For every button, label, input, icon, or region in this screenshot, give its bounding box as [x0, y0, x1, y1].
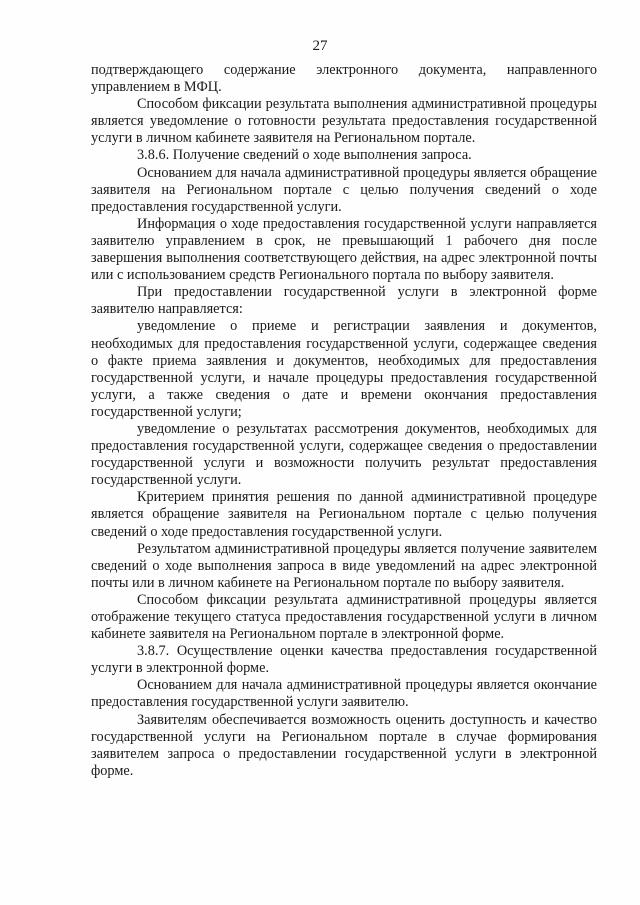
paragraph: Способом фиксации результата административной процедуры является отображение текущего статуса предоставления государственной услуги в личном кабинете заявителя на Региональном портале в электронной форме. [91, 591, 597, 643]
list-item: уведомление о приеме и регистрации заявления и документов, необходимых для предоставления государственной услуги, содержащее сведения о факте приема заявления и документов, необходимых для предоставления государственной услуги, и начале процедуры предоставления государственной услуги, а также сведения о дате и времени окончания предоставления государственной услуги; [91, 318, 597, 420]
paragraph: Основанием для начала административной процедуры является окончание предоставления государственной услуги заявителю. [91, 677, 597, 711]
section-heading: 3.8.6. Получение сведений о ходе выполнения запроса. [137, 147, 472, 164]
paragraph: Результатом административной процедуры является получение заявителем сведений о ходе выполнения запроса в виде уведомлений на адрес электронной почты или в личном кабинете на Региональном портале по выбору заявителя. [91, 540, 597, 591]
paragraph: Основанием для начала административной процедуры является обращение заявителя на Региональном портале с целью получения сведений о ходе предоставления государственной услуги. [91, 164, 597, 215]
paragraph: Информация о ходе предоставления государственной услуги направляется заявителю управлением в срок, не превышающий 1 рабочего дня после завершения выполнения соответствующего действия, на адрес электронной почты или с использованием средств Регионального портала по выбору заявителя. [91, 215, 597, 284]
list-item: уведомление о результатах рассмотрения документов, необходимых для предоставления государственной услуги, содержащее сведения о предоставлении государственной услуги и возможности получить результат предоставления государственной услуги. [91, 420, 597, 489]
section-heading: 3.8.7. Осуществление оценки качества предоставления государственной услуги в электронной форме. [91, 643, 597, 677]
paragraph: подтверждающего содержание электронного документа, направленного управлением в МФЦ. [91, 62, 597, 96]
page-number: 27 [312, 38, 328, 54]
paragraph: При предоставлении государственной услуги в электронной форме заявителю направляется: [91, 284, 597, 318]
paragraph: Критерием принятия решения по данной административной процедуре является обращение заявителя на Региональном портале с целью получения сведений о ходе предоставления государственной услуги. [91, 489, 597, 540]
paragraph: Способом фиксации результата выполнения административной процедуры является уведомление о готовности результата предоставления государственной услуги в личном кабинете заявителя на Региональном портале. [91, 96, 597, 147]
paragraph: Заявителям обеспечивается возможность оценить доступность и качество государственной услуги на Региональном портале в случае формирования заявителем запроса о предоставлении государственной услуги в электронной форме. [91, 711, 597, 779]
document-body [91, 62, 597, 780]
